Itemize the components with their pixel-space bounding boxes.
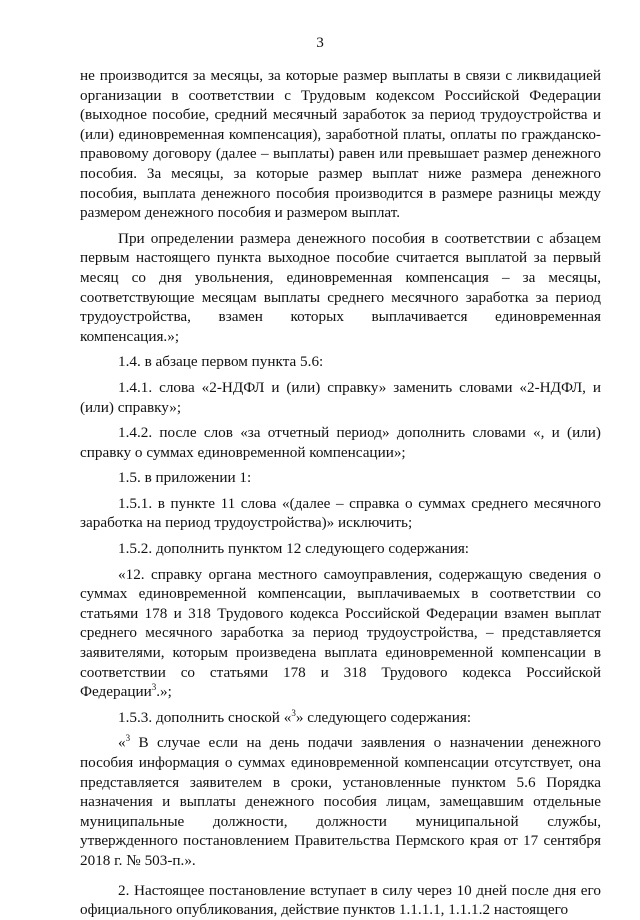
paragraph-item-1-5: 1.5. в приложении 1: xyxy=(118,469,252,487)
document-body xyxy=(80,66,601,920)
page-number: 3 xyxy=(316,34,324,51)
footnote-open-quote: « xyxy=(118,734,126,752)
paragraph-item-2: 2. Настоящее постановление вступает в силу через 10 дней после дня его официального опубликования, действие пунктов 1.1.1.1, 1.1.1.2 настоящего xyxy=(80,881,601,919)
paragraph-benefit-calculation: При определении размера денежного пособия в соответствии с абзацем первым настоящего пункта выходное пособие считается выплатой за первый месяц со дня увольнения, единовременная компенсация – за месяцы, соответствующие месяцам выплаты среднего месячного заработка за период трудоустройства, взамен которых выплачивается единовременная компенсация.»; xyxy=(80,229,601,345)
footnote-mark: 3 xyxy=(125,733,131,744)
item-1-5-3-tail: » следующего содержания: xyxy=(295,708,472,726)
paragraph-item-1-4: 1.4. в абзаце первом пункта 5.6: xyxy=(118,353,324,371)
paragraph-item-1-5-3 xyxy=(80,708,601,728)
paragraph-continuation: не производится за месяцы, за которые размер выплаты в связи с ликвидацией организации в соответствии с Трудовым кодексом Российской Федерации (выходное пособие, средний месячный заработок за период трудоустройства и (или) единовременная компенсация), заработной платы, оплаты по гражданско-правовому договору (далее – выплаты) равен или превышает размер денежного пособия. За месяцы, за которые размер выплат ниже размера денежного пособия, выплата денежного пособия производится в размере разницы между размером денежного пособия и размером выплат. xyxy=(80,67,601,222)
paragraph-item-1-4-1: 1.4.1. слова «2-НДФЛ и (или) справку» заменить словами «2-НДФЛ, и (или) справку»; xyxy=(80,378,601,416)
paragraph-item-1-4-2: 1.4.2. после слов «за отчетный период» дополнить словами «, и (или) справку о суммах единовременной компенсации»; xyxy=(80,424,601,461)
footnote-body: В случае если на день подачи заявления о назначении денежного пособия информация о суммах единовременной компенсации отсутствует, она представляется заявителем в сроки, установленные пунктом 5.6 Порядка назначения и выплаты денежного пособия лицам, замещавшим отдельные муниципальные должности, должности муниципальной службы, утвержденного постановлением Правительства Пермского края от 17 сентября 2018 г. № 503-п.». xyxy=(80,734,601,869)
point-12-tail: .»; xyxy=(156,683,172,701)
paragraph-item-1-5-2: 1.5.2. дополнить пунктом 12 следующего содержания: xyxy=(118,540,470,558)
point-12-text: «12. справку органа местного самоуправления, содержащую сведения о суммах единовременной компенсации, выплачиваемых в соответствии со статьями 178 и 318 Трудового кодекса Российской Федерации взамен выплат среднего месячного заработка за период трудоустройства, – представляется заявителями, которым произведена выплата единовременной компенсации в соответствии со статьями 178 и 318 Трудового кодекса Российской Федерации xyxy=(80,565,601,701)
footnote-mark: 3 xyxy=(291,707,296,718)
item-1-5-3-text: 1.5.3. дополнить сноской « xyxy=(118,708,292,726)
paragraph-item-1-5-1: 1.5.1. в пункте 11 слова «(далее – справка о суммах среднего месячного заработка на период трудоустройства)» исключить; xyxy=(80,494,601,532)
paragraph-footnote-text xyxy=(80,733,601,870)
footnote-mark: 3 xyxy=(151,682,157,693)
paragraph-point-12 xyxy=(80,565,601,702)
